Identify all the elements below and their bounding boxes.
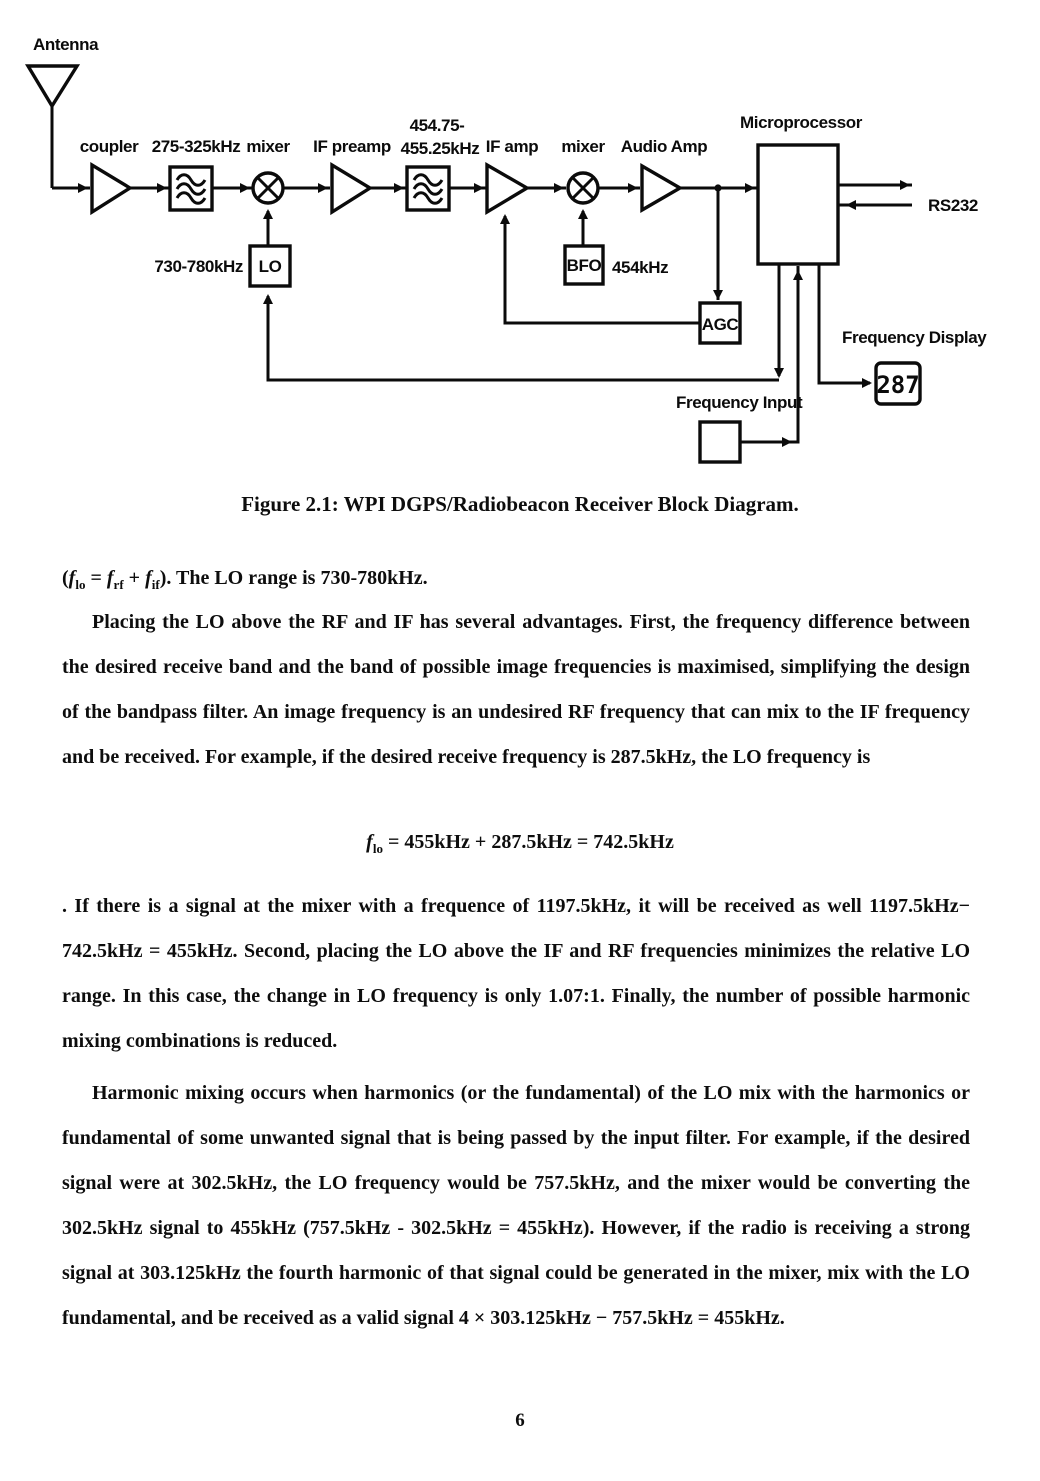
bfo-box-label: BFO xyxy=(566,256,602,275)
formula-f: f xyxy=(145,567,152,589)
block-diagram xyxy=(0,0,1040,480)
coupler-amp-symbol xyxy=(92,165,130,212)
equation-sub-lo: lo xyxy=(372,841,383,856)
equation-text: = 455kHz + 287.5kHz = 742.5kHz xyxy=(382,831,674,853)
figure-caption: Figure 2.1: WPI DGPS/Radiobeacon Receiver Block Diagram. xyxy=(241,492,799,516)
if-preamp-label: IF preamp xyxy=(313,137,391,156)
mixer2-label: mixer xyxy=(561,137,605,156)
lo-box-label: LO xyxy=(258,257,282,276)
microprocessor-box xyxy=(758,145,838,264)
bfo-freq-label: 454kHz xyxy=(612,258,669,277)
frequency-display-value: 287 xyxy=(876,371,920,399)
lo-range-label: 730-780kHz xyxy=(154,257,243,276)
formula-sub-rf: rf xyxy=(113,577,124,592)
mixer1-symbol xyxy=(253,173,283,203)
display-equation xyxy=(0,831,1040,857)
paragraph-lo-advantages: Placing the LO above the RF and IF has several advantages. First, the frequency difference between the desired receive band and the band of possible image frequencies is maximised, simplifying the design of the bandpass filter. An image frequency is an undesired RF frequency that can mix to the IF frequency and be received. For example, if the desired receive frequency is 287.5kHz, the LO frequency is xyxy=(62,611,970,768)
frequency-input-label: Frequency Input xyxy=(676,393,803,412)
formula-sub-lo: lo xyxy=(75,577,86,592)
audio-amp-symbol xyxy=(642,166,680,210)
paragraph-text: ). The LO range is 730-780kHz. xyxy=(159,567,428,589)
formula-f: f xyxy=(106,567,114,589)
if-preamp-symbol xyxy=(332,165,370,212)
frequency-input-box xyxy=(700,422,740,462)
formula-text: + xyxy=(123,567,146,589)
microprocessor-label: Microprocessor xyxy=(740,113,862,132)
mixer2-symbol xyxy=(568,173,598,203)
paragraph-image-frequency: . If there is a signal at the mixer with a frequence of 1197.5kHz, it will be received as well 1197.5kHz−​742.5kHz = 455kHz. Second, placing the LO above the IF and RF frequencies minimizes the relative LO range. In this case, the change in LO frequency is only 1.07:1. Finally, the number of possible harmonic mixing combinations is reduced. xyxy=(62,895,970,1052)
agc-box-label: AGC xyxy=(701,315,739,334)
formula-text: = xyxy=(85,567,107,589)
coupler-label: coupler xyxy=(79,137,139,156)
rs232-label: RS232 xyxy=(928,196,978,215)
antenna-label: Antenna xyxy=(33,35,99,54)
figure-2-1 xyxy=(0,0,1040,480)
paragraph-harmonic-mixing: Harmonic mixing occurs when harmonics (or the fundamental) of the LO mix with the harmonics or fundamental of some unwanted signal that is being passed by the input filter. For example, if the desired signal were at 302.5kHz, the LO frequency would be 757.5kHz, and the mixer would be converting the 302.5kHz signal to 455kHz (757.5kHz - 302.5kHz = 455kHz). However, if the radio is receiving a strong signal at 303.125kHz the fourth harmonic of that signal could be generated in the mixer, mix with the LO fundamental, and be received as a valid signal 4 × 303.125kHz − 757.5kHz = 455kHz. xyxy=(62,1082,970,1329)
formula-text: ( xyxy=(62,567,69,589)
if-filter-label-line1: 454.75- xyxy=(409,116,465,135)
frequency-display-label: Frequency Display xyxy=(842,328,987,347)
antenna-icon xyxy=(28,66,77,106)
if-amp-label: IF amp xyxy=(485,137,539,156)
formula-sub-if: if xyxy=(151,577,160,592)
formula-f: f xyxy=(68,567,76,589)
input-filter-label: 275-325kHz xyxy=(151,137,241,156)
audio-amp-label: Audio Amp xyxy=(620,137,708,156)
mixer1-label: mixer xyxy=(246,137,290,156)
if-filter-label-line2: 455.25kHz xyxy=(400,139,480,158)
if-amp-symbol xyxy=(487,165,527,212)
page-number: 6 xyxy=(515,1410,525,1431)
equation-f: f xyxy=(366,831,373,853)
